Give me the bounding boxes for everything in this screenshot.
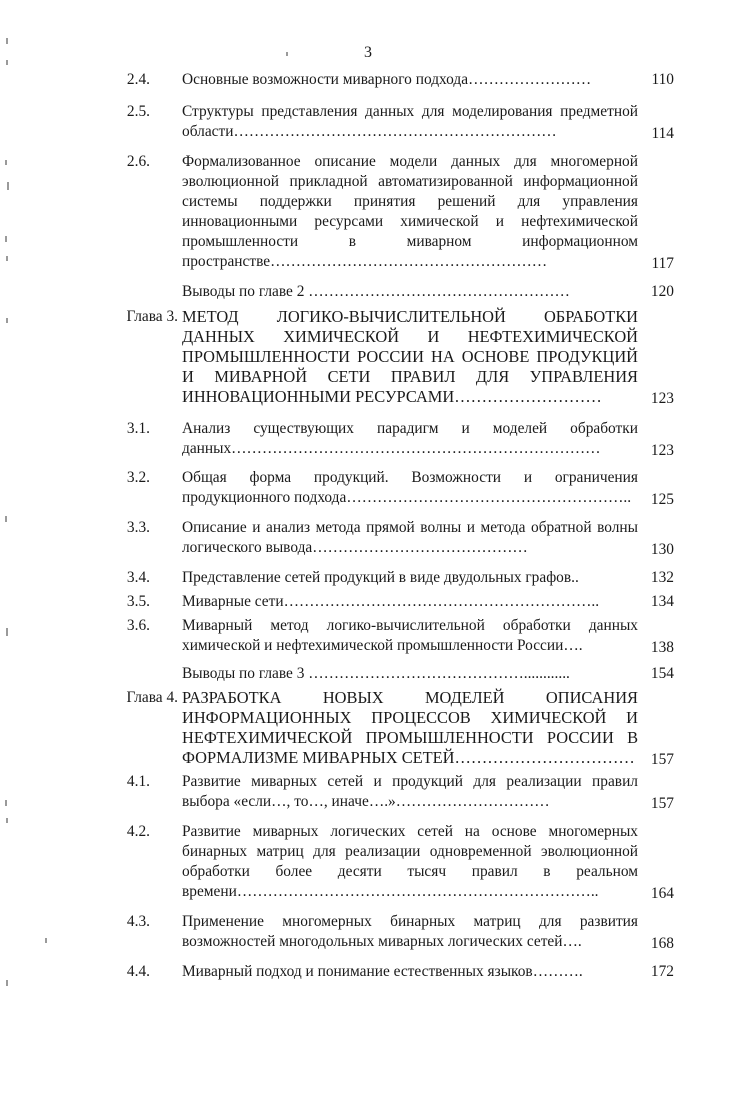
toc-entry-title: Развитие миварных логических сетей на основе многомерных бинарных матриц для реализации одновременной эволюционной обработки более десяти тысяч правил в реальном времени…………………………………………………………….. [182, 823, 638, 900]
toc-entry-page: 157 [650, 751, 674, 768]
toc-entry [0, 772, 733, 812]
toc-chapter [0, 307, 733, 407]
toc-entry-number: 3.5. [126, 593, 150, 610]
toc-entry [0, 70, 733, 90]
toc-entry [0, 518, 733, 558]
toc-entry [0, 962, 733, 982]
toc-entry [0, 568, 733, 588]
toc-entry-page: 123 [650, 390, 674, 407]
toc-entry-page: 134 [650, 593, 674, 610]
toc-entry-number: 2.6. [126, 153, 150, 170]
toc-entry-title: Применение многомерных бинарных матриц для развития возможностей многодольных миварных логических сетей…. [182, 913, 638, 950]
toc-chapter-number: Глава 4. [126, 689, 178, 706]
toc-entry [0, 419, 733, 459]
toc-entry-page: 125 [650, 491, 674, 508]
toc-entry [0, 592, 733, 612]
toc-entry-page: 154 [650, 665, 674, 682]
toc-entry [0, 152, 733, 272]
toc-entry-title: Выводы по главе 3 ……………………………………............ [182, 665, 570, 682]
toc-entry-number: 4.3. [126, 913, 150, 930]
toc-entry-number: 4.4. [126, 963, 150, 980]
toc-entry-page: 132 [650, 569, 674, 586]
toc-entry-title: Анализ существующих парадигм и моделей обработки данных……………………………………………………………… [182, 420, 638, 457]
toc-entry-page: 117 [651, 255, 674, 272]
table-of-contents [0, 70, 733, 982]
toc-entry-page: 123 [650, 442, 674, 459]
toc-entry-page: 168 [650, 935, 674, 952]
toc-entry-number: 3.2. [126, 469, 150, 486]
toc-entry [0, 616, 733, 656]
toc-entry [0, 664, 733, 684]
toc-entry-number: 3.6. [126, 617, 150, 634]
toc-chapter-title: МЕТОД ЛОГИКО-ВЫЧИСЛИТЕЛЬНОЙ ОБРАБОТКИ ДАННЫХ ХИМИЧЕСКОЙ И НЕФТЕХИМИЧЕСКОЙ ПРОМЫШЛЕННОСТИ РОССИИ НА ОСНОВЕ ПРОДУКЦИЙ И МИВАРНОЙ СЕТИ ПРАВИЛ ДЛЯ УПРАВЛЕНИЯ ИННОВАЦИОННЫМИ РЕСУРСАМИ……………………… [182, 307, 638, 406]
toc-chapter-number: Глава 3. [126, 308, 178, 325]
toc-chapter [0, 688, 733, 768]
toc-entry-title: Представление сетей продукций в виде двудольных графов.. [182, 569, 579, 586]
toc-entry-title: Миварные сети…………………………………………………….. [182, 593, 600, 610]
toc-entry-page: 120 [650, 283, 674, 300]
toc-entry [0, 912, 733, 952]
toc-entry-title: Развитие миварных сетей и продукций для реализации правил выбора «если…, то…, иначе….»………………………… [182, 773, 638, 810]
toc-entry-title: Структуры представления данных для моделирования предметной области……………………………………………………… [182, 103, 638, 140]
toc-entry-page: 110 [651, 71, 674, 88]
toc-entry-number: 3.4. [126, 569, 150, 586]
toc-entry [0, 822, 733, 902]
toc-entry-page: 138 [650, 639, 674, 656]
toc-entry-number: 3.3. [126, 519, 150, 536]
toc-entry-title: Миварный подход и понимание естественных языков………. [182, 963, 583, 980]
toc-entry [0, 468, 733, 508]
toc-entry [0, 102, 733, 142]
toc-entry-page: 130 [650, 541, 674, 558]
toc-entry-page: 157 [650, 795, 674, 812]
toc-entry-number: 4.1. [126, 773, 150, 790]
toc-entry-page: 114 [651, 125, 674, 142]
toc-entry-page: 164 [650, 885, 674, 902]
toc-entry-title: Выводы по главе 2 …………………………………………… [182, 283, 570, 300]
toc-entry-title: Общая форма продукций. Возможности и ограничения продукционного подхода……………………………………………….. [182, 469, 638, 506]
toc-entry-number: 2.4. [126, 71, 150, 88]
toc-chapter-title: РАЗРАБОТКА НОВЫХ МОДЕЛЕЙ ОПИСАНИЯ ИНФОРМАЦИОННЫХ ПРОЦЕССОВ ХИМИЧЕСКОЙ И НЕФТЕХИМИЧЕСКОЙ ПРОМЫШЛЕННОСТИ РОССИИ В ФОРМАЛИЗМЕ МИВАРНЫХ СЕТЕЙ…………………………… [182, 688, 638, 767]
toc-entry-number: 2.5. [126, 103, 150, 120]
page-number: 3 [364, 44, 372, 61]
toc-entry-title: Основные возможности миварного подхода…………………… [182, 71, 592, 88]
toc-entry-number: 3.1. [126, 420, 150, 437]
toc-entry [0, 282, 733, 302]
toc-entry-title: Формализованное описание модели данных для многомерной эволюционной прикладной автоматизированной информационной системы поддержки принятия решений для управления инновационными ресурсами химической и нефтехимической промышленности в миварном информационном пространстве……………………………………………… [182, 153, 638, 270]
toc-entry-title: Описание и анализ метода прямой волны и метода обратной волны логического вывода…………………………………… [182, 519, 638, 556]
toc-entry-page: 172 [650, 963, 674, 980]
toc-entry-number: 4.2. [126, 823, 150, 840]
toc-entry-title: Миварный метод логико-вычислительной обработки данных химической и нефтехимической промышленности России…. [182, 617, 638, 654]
